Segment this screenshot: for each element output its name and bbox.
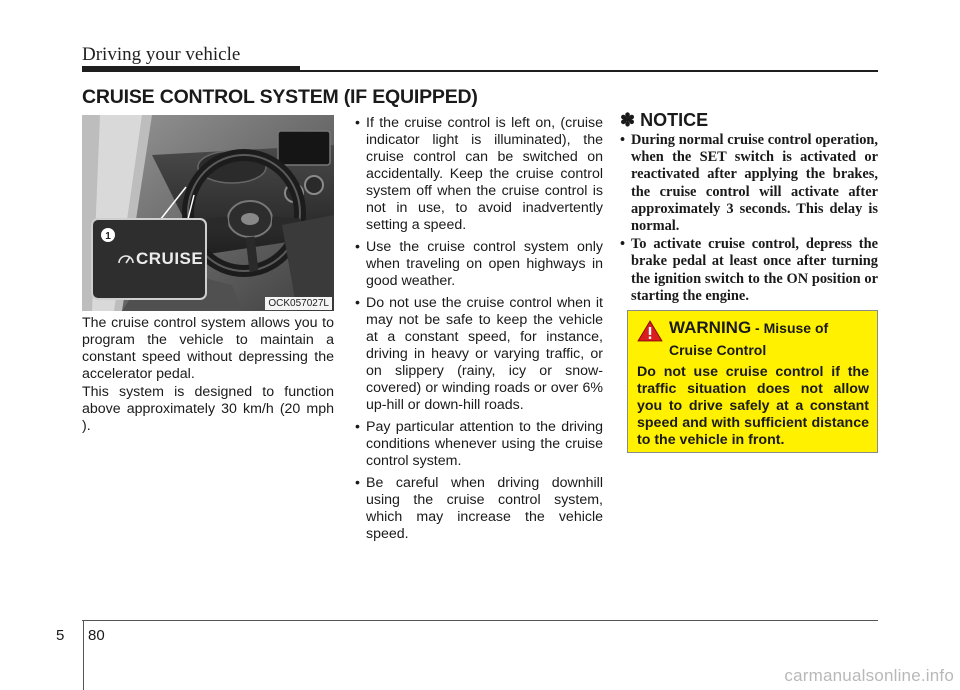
list-item: • Do not use the cruise control when it may not be safe to keep the vehicle at a constant speed, for instance, driving in heavy or varying traffic, or on slippery (rainy, icy or snow- covered) or winding roads or over 6% up-hill or down-hill roads. — [355, 295, 603, 414]
watermark: carmanualsonline.info — [784, 666, 954, 685]
footer-rule — [82, 620, 878, 621]
list-item: • Use the cruise control system only when traveling on open highways in good weather. — [355, 239, 603, 290]
notice-list — [620, 132, 878, 306]
running-header: Driving your vehicle — [82, 44, 241, 65]
warning-subtitle-line2: Cruise Control — [669, 342, 767, 358]
section-title: CRUISE CONTROL SYSTEM (IF EQUIPPED) — [82, 86, 478, 108]
warning-subtitle: - Misuse of — [751, 320, 829, 336]
header-rule-thin — [300, 70, 878, 72]
chapter-number: 5 — [56, 627, 65, 644]
dashboard-illustration — [82, 115, 334, 311]
list-item: • During normal cruise control operation, when the SET switch is activated or reactivated after applying the brakes, the cruise control will activate after approximately 3 seconds. This delay is normal. — [620, 132, 878, 235]
warning-header — [637, 319, 869, 342]
intro-paragraph: The cruise control system allows you to program the vehicle to maintain a constant speed without depressing the accelerator pedal. — [82, 315, 334, 382]
caution-bullet-list — [355, 115, 603, 548]
dashboard-figure — [82, 115, 334, 311]
list-item: • Pay particular attention to the driving conditions whenever using the cruise control system. — [355, 419, 603, 470]
page-number: 80 — [88, 627, 105, 644]
header-rule-thick — [82, 66, 300, 72]
callout-number: 1 — [105, 231, 111, 242]
warning-body: Do not use cruise control if the traffic situation does not allow you to drive safely at a constant speed and with sufficient distance to the vehicle in front. — [637, 364, 869, 448]
speed-paragraph: This system is designed to function above approximately 30 km/h (20 mph ). — [82, 384, 334, 434]
footer-divider — [83, 621, 84, 690]
warning-triangle-icon — [637, 320, 663, 342]
list-item: • Be careful when driving downhill using the cruise control system, which may increase the vehicle speed. — [355, 475, 603, 543]
notice-heading: ✽ NOTICE — [620, 110, 709, 130]
list-item: • To activate cruise control, depress the brake pedal at least once after turning the ignition switch to the ON position or starting the engine. — [620, 236, 878, 305]
warning-word: WARNING — [669, 318, 752, 337]
cruise-indicator-label: CRUISE — [136, 249, 204, 268]
warning-box — [627, 310, 878, 453]
figure-code: OCK057027L — [265, 297, 332, 310]
list-item: • If the cruise control is left on, (cruise indicator light is illuminated), the cruise control can be switched on accidentally. Keep the cruise control system off when the cruise control is not in use, to avoid inadvertently setting a speed. — [355, 115, 603, 234]
